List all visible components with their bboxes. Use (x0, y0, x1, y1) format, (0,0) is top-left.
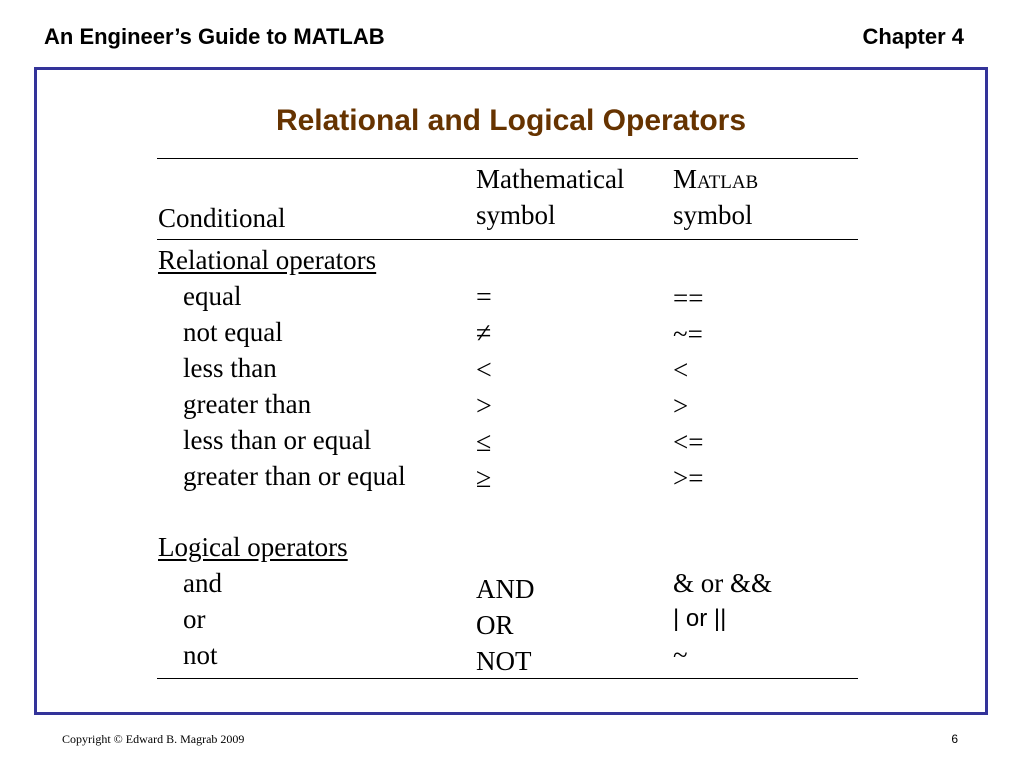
row-math-or: OR (476, 610, 514, 640)
row-math-less-than-or-equal: ≤ (476, 427, 492, 458)
header-matlab-line2: symbol (673, 200, 753, 230)
row-name-greater-than: greater than (183, 389, 312, 419)
row-name-less-than-or-equal: less than or equal (183, 425, 372, 455)
table-top-rule (157, 158, 858, 159)
header-book-title: An Engineer’s Guide to MATLAB (44, 24, 385, 49)
row-name-not-equal: not equal (183, 317, 283, 347)
row-matlab-and: & or && (673, 568, 772, 598)
slide-frame (34, 67, 988, 715)
footer-copyright: Copyright © Edward B. Magrab 2009 (62, 732, 245, 746)
row-name-less-than: less than (183, 353, 277, 383)
row-name-or: or (183, 604, 206, 634)
row-matlab-greater-than: > (673, 391, 689, 421)
row-math-greater-than: > (476, 391, 492, 422)
table-header-rule (157, 239, 858, 240)
row-matlab-equal: == (673, 283, 704, 313)
slide-title: Relational and Logical Operators (275, 104, 747, 137)
row-name-greater-than-or-equal: greater than or equal (183, 461, 406, 491)
header-conditional: Conditional (158, 203, 286, 233)
header-math-line2: symbol (476, 200, 556, 230)
header-matlab-line1: Matlab (673, 164, 759, 194)
row-name-not: not (183, 640, 218, 670)
section-logical-operators: Logical operators (158, 532, 348, 562)
section-relational-operators: Relational operators (158, 245, 377, 275)
row-math-not-equal: ≠ (476, 318, 492, 349)
row-name-equal: equal (183, 281, 242, 311)
row-math-and: AND (476, 574, 535, 604)
row-name-and: and (183, 568, 222, 598)
row-matlab-not: ~ (673, 640, 688, 670)
row-math-not: NOT (476, 646, 532, 676)
header-chapter: Chapter 4 (862, 24, 964, 49)
header-math-line1: Mathematical (476, 164, 625, 194)
row-matlab-not-equal: ~= (673, 319, 703, 349)
row-matlab-less-than-or-equal: <= (673, 427, 704, 457)
row-math-less-than: < (476, 355, 492, 386)
row-math-equal: = (476, 282, 492, 313)
row-matlab-or: | or || (673, 605, 727, 632)
row-math-greater-than-or-equal: ≥ (476, 463, 492, 494)
row-matlab-greater-than-or-equal: >= (673, 463, 704, 493)
row-matlab-less-than: < (673, 355, 689, 385)
footer-page-number: 6 (951, 732, 958, 746)
